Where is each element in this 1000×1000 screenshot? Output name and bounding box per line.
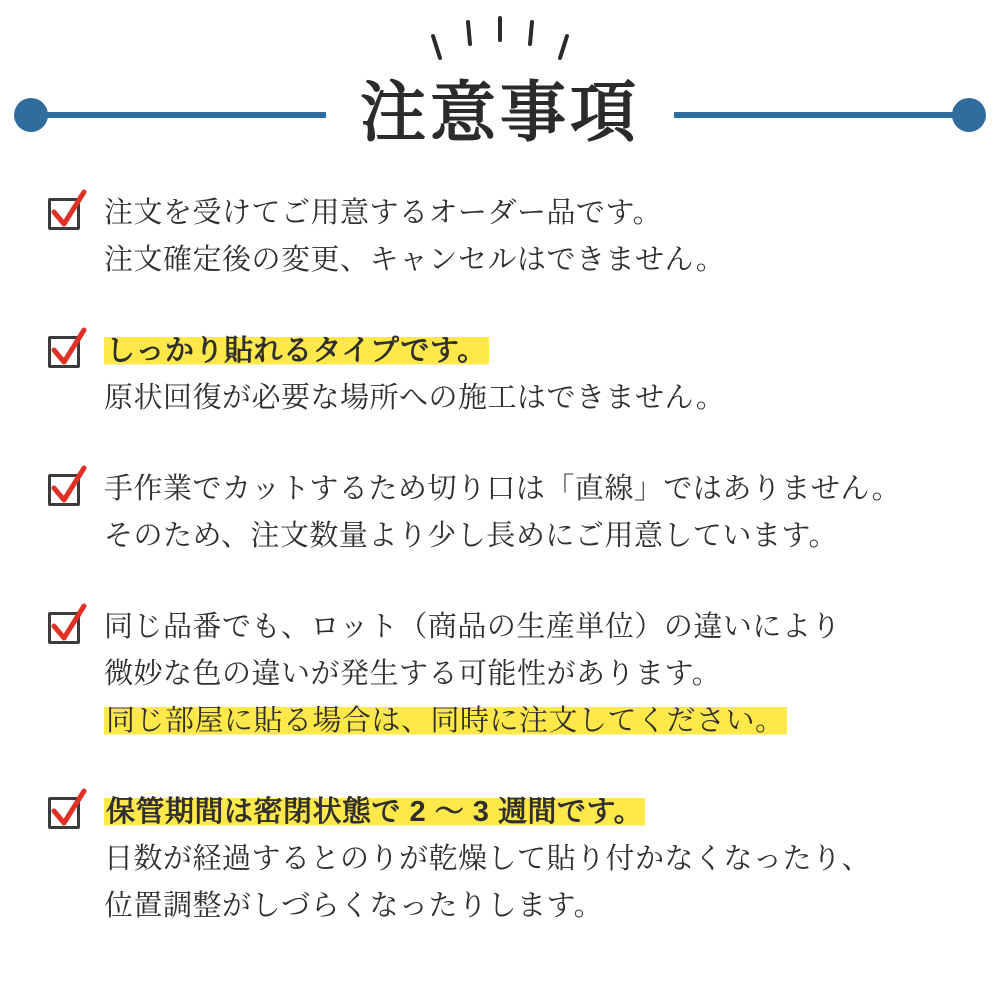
list-item bbox=[46, 604, 954, 745]
note-line: しっかり貼れるタイプです。 bbox=[106, 335, 487, 367]
note-line: そのため、注文数量より少し長めにご用意しています。 bbox=[104, 520, 839, 552]
page-title: 注意事項 bbox=[360, 75, 640, 149]
note-line: 微妙な色の違いが発生する可能性があります。 bbox=[104, 658, 722, 690]
note-line: 保管期間は密閉状態で 2 ～ 3 週間です。 bbox=[106, 796, 644, 828]
checkmark-icon bbox=[46, 608, 86, 648]
checkmark-icon bbox=[46, 470, 86, 510]
note-text bbox=[104, 328, 954, 422]
list-item bbox=[46, 328, 954, 422]
note-text bbox=[104, 789, 954, 930]
page-header bbox=[0, 0, 1000, 175]
header-rule-right bbox=[674, 112, 964, 118]
note-line: 位置調整がしづらくなったりします。 bbox=[104, 890, 604, 922]
sparkle-lines-icon bbox=[430, 14, 570, 64]
checkmark-icon bbox=[46, 194, 86, 234]
list-item bbox=[46, 466, 954, 560]
note-line: 日数が経過するとのりが乾燥して貼り付かなくなったり、 bbox=[104, 843, 872, 875]
note-line: 注文を受けてご用意するオーダー品です。 bbox=[104, 197, 663, 229]
note-text bbox=[104, 466, 954, 560]
checkmark-icon bbox=[46, 793, 86, 833]
note-line: 注文確定後の変更、キャンセルはできません。 bbox=[104, 244, 726, 276]
header-dot-right bbox=[952, 98, 986, 132]
notes-list bbox=[0, 190, 1000, 974]
list-item bbox=[46, 789, 954, 930]
note-line: 同じ部屋に貼る場合は、同時に注文してください。 bbox=[106, 705, 785, 737]
list-item bbox=[46, 190, 954, 284]
note-text bbox=[104, 190, 954, 284]
note-line: 同じ品番でも、ロット（商品の生産単位）の違いにより bbox=[104, 611, 841, 643]
note-text bbox=[104, 604, 954, 745]
note-line: 原状回復が必要な場所への施工はできません。 bbox=[104, 382, 726, 414]
note-line: 手作業でカットするため切り口は「直線」ではありません。 bbox=[104, 473, 902, 505]
checkmark-icon bbox=[46, 332, 86, 372]
